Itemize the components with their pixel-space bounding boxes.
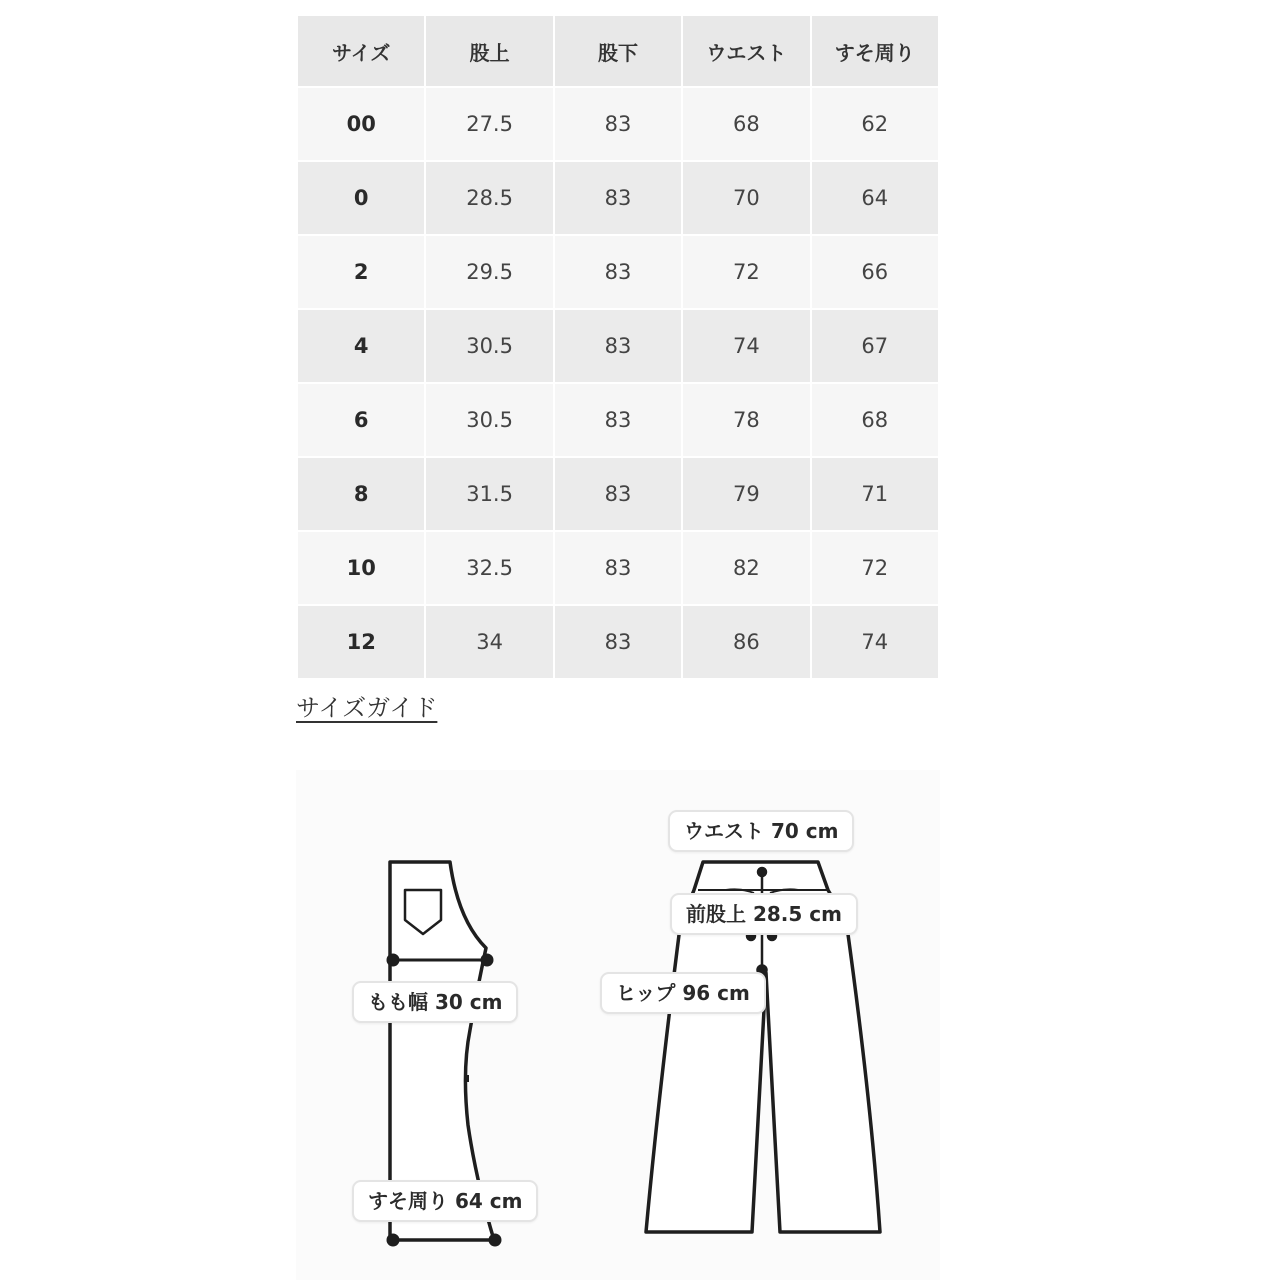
cell-inseam: 83	[554, 531, 682, 605]
cell-waist: 70	[682, 161, 810, 235]
table-row	[297, 87, 939, 161]
cell-size: 10	[297, 531, 425, 605]
cell-inseam: 83	[554, 383, 682, 457]
waist-label: ウエスト 70 cm	[668, 810, 854, 852]
table-row	[297, 383, 939, 457]
cell-waist: 68	[682, 87, 810, 161]
table-row	[297, 235, 939, 309]
hem-label: すそ周り 64 cm	[352, 1180, 538, 1222]
cell-size: 12	[297, 605, 425, 679]
cell-hem: 66	[811, 235, 939, 309]
cell-size: 2	[297, 235, 425, 309]
size-chart-table	[296, 14, 940, 680]
cell-rise: 32.5	[425, 531, 553, 605]
cell-waist: 79	[682, 457, 810, 531]
cell-waist: 82	[682, 531, 810, 605]
header-rise: 股上	[425, 15, 553, 87]
cell-hem: 68	[811, 383, 939, 457]
hip-label: ヒップ 96 cm	[600, 972, 766, 1014]
measurement-diagram	[296, 770, 940, 1280]
table-header-row	[297, 15, 939, 87]
cell-size: 6	[297, 383, 425, 457]
cell-hem: 71	[811, 457, 939, 531]
cell-inseam: 83	[554, 457, 682, 531]
cell-size: 4	[297, 309, 425, 383]
header-inseam: 股下	[554, 15, 682, 87]
header-waist: ウエスト	[682, 15, 810, 87]
cell-rise: 31.5	[425, 457, 553, 531]
header-size: サイズ	[297, 15, 425, 87]
cell-waist: 78	[682, 383, 810, 457]
cell-waist: 86	[682, 605, 810, 679]
cell-size: 0	[297, 161, 425, 235]
table-row	[297, 605, 939, 679]
cell-size: 8	[297, 457, 425, 531]
cell-rise: 28.5	[425, 161, 553, 235]
table-row	[297, 531, 939, 605]
cell-hem: 67	[811, 309, 939, 383]
cell-hem: 74	[811, 605, 939, 679]
cell-rise: 34	[425, 605, 553, 679]
table-row	[297, 457, 939, 531]
size-guide-link[interactable]: サイズガイド	[296, 694, 438, 722]
cell-size: 00	[297, 87, 425, 161]
cell-rise: 30.5	[425, 309, 553, 383]
cell-waist: 74	[682, 309, 810, 383]
cell-hem: 72	[811, 531, 939, 605]
thigh-label: もも幅 30 cm	[352, 981, 518, 1023]
table-row	[297, 309, 939, 383]
cell-inseam: 83	[554, 161, 682, 235]
front-rise-label: 前股上 28.5 cm	[670, 893, 858, 935]
header-hem: すそ周り	[811, 15, 939, 87]
cell-inseam: 83	[554, 309, 682, 383]
table-row	[297, 161, 939, 235]
cell-rise: 29.5	[425, 235, 553, 309]
cell-inseam: 83	[554, 235, 682, 309]
cell-hem: 64	[811, 161, 939, 235]
cell-hem: 62	[811, 87, 939, 161]
cell-rise: 27.5	[425, 87, 553, 161]
cell-waist: 72	[682, 235, 810, 309]
cell-rise: 30.5	[425, 383, 553, 457]
cell-inseam: 83	[554, 605, 682, 679]
cell-inseam: 83	[554, 87, 682, 161]
